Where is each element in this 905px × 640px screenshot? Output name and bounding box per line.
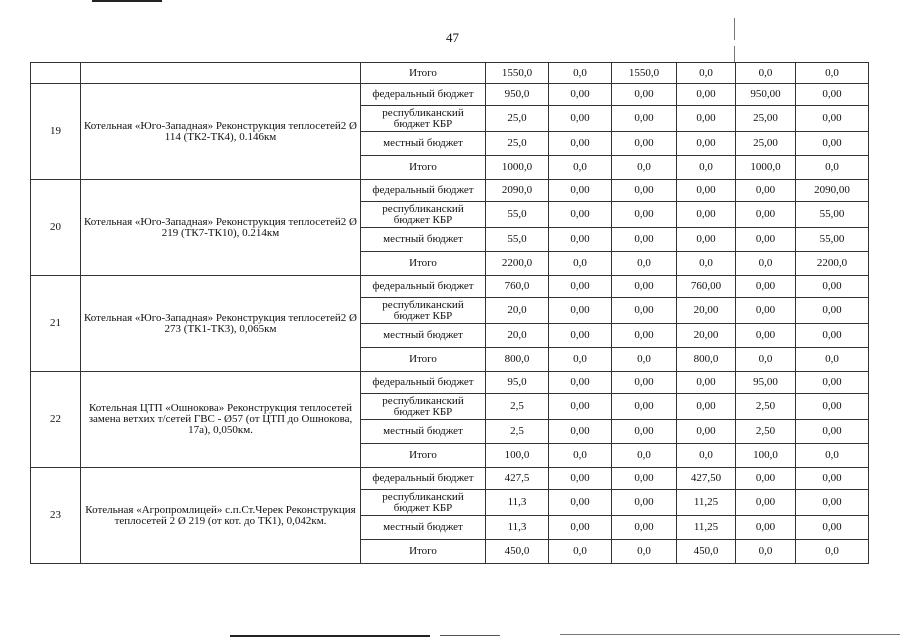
value-cell: 0,00	[796, 490, 869, 516]
value-cell: 0,0	[736, 252, 796, 276]
value-cell: 0,0	[796, 156, 869, 180]
source-cell: федеральный бюджет	[361, 276, 486, 298]
value-cell: 0,00	[612, 276, 677, 298]
value-cell: 0,0	[549, 156, 612, 180]
value-cell: 0,0	[677, 63, 736, 84]
description-cell: Котельная «Агропромлицей» с.п.Ст.Черек Реконструкция теплосетей 2 Ø 219 (от кот. до ТК1), 0,042км.	[81, 468, 361, 564]
value-cell: 0,00	[612, 202, 677, 228]
value-cell: 0,00	[796, 132, 869, 156]
value-cell: 0,0	[736, 348, 796, 372]
description-cell: Котельная «Юго-Западная» Реконструкция теплосетей2 Ø 273 (ТК1-ТК3), 0,065км	[81, 276, 361, 372]
value-cell: 25,00	[736, 106, 796, 132]
row-number-cell: 21	[31, 276, 81, 372]
value-cell: 0,00	[549, 132, 612, 156]
value-cell: 2,5	[486, 394, 549, 420]
value-cell: 1000,0	[736, 156, 796, 180]
value-cell: 0,00	[549, 276, 612, 298]
source-cell: местный бюджет	[361, 228, 486, 252]
table-row	[31, 63, 869, 84]
row-number-cell: 20	[31, 180, 81, 276]
value-cell: 0,00	[796, 372, 869, 394]
value-cell: 11,25	[677, 490, 736, 516]
source-cell: республиканский бюджет КБР	[361, 106, 486, 132]
value-cell: 950,00	[736, 84, 796, 106]
value-cell: 1550,0	[612, 63, 677, 84]
value-cell: 0,00	[612, 490, 677, 516]
value-cell: 95,0	[486, 372, 549, 394]
value-cell: 0,00	[549, 420, 612, 444]
value-cell: 427,50	[677, 468, 736, 490]
value-cell: 0,0	[612, 444, 677, 468]
value-cell: 760,0	[486, 276, 549, 298]
value-cell: 0,00	[549, 516, 612, 540]
value-cell: 100,0	[486, 444, 549, 468]
value-cell: 950,0	[486, 84, 549, 106]
value-cell: 0,00	[736, 180, 796, 202]
source-cell: Итого	[361, 156, 486, 180]
value-cell: 0,00	[796, 394, 869, 420]
value-cell: 0,00	[796, 324, 869, 348]
row-number-cell: 23	[31, 468, 81, 564]
value-cell: 55,00	[796, 202, 869, 228]
value-cell: 0,00	[549, 298, 612, 324]
value-cell: 0,00	[736, 228, 796, 252]
value-cell: 0,00	[677, 84, 736, 106]
value-cell: 0,00	[612, 324, 677, 348]
budget-table	[30, 62, 869, 564]
value-cell: 0,00	[549, 228, 612, 252]
value-cell: 100,0	[736, 444, 796, 468]
value-cell: 0,00	[796, 468, 869, 490]
source-cell: местный бюджет	[361, 420, 486, 444]
value-cell: 25,00	[736, 132, 796, 156]
value-cell: 20,00	[677, 324, 736, 348]
value-cell: 0,00	[549, 372, 612, 394]
source-cell: Итого	[361, 540, 486, 564]
value-cell: 0,00	[612, 420, 677, 444]
value-cell: 20,00	[677, 298, 736, 324]
table-row	[31, 84, 869, 106]
value-cell: 2,5	[486, 420, 549, 444]
source-cell: федеральный бюджет	[361, 84, 486, 106]
value-cell: 1000,0	[486, 156, 549, 180]
source-cell: Итого	[361, 348, 486, 372]
value-cell: 0,0	[796, 540, 869, 564]
value-cell: 0,00	[612, 394, 677, 420]
value-cell: 0,00	[612, 516, 677, 540]
value-cell: 0,00	[677, 420, 736, 444]
source-cell: федеральный бюджет	[361, 468, 486, 490]
value-cell: 0,00	[736, 202, 796, 228]
value-cell: 55,00	[796, 228, 869, 252]
scan-artifact-top	[92, 0, 162, 2]
value-cell: 0,00	[612, 180, 677, 202]
value-cell: 0,0	[677, 156, 736, 180]
value-cell: 0,00	[677, 202, 736, 228]
row-number-cell: 22	[31, 372, 81, 468]
value-cell: 2200,0	[486, 252, 549, 276]
description-cell: Котельная «Юго-Западная» Реконструкция теплосетей2 Ø 114 (ТК2-ТК4), 0.146км	[81, 84, 361, 180]
value-cell: 450,0	[677, 540, 736, 564]
value-cell: 0,00	[549, 394, 612, 420]
source-cell: местный бюджет	[361, 516, 486, 540]
value-cell: 20,0	[486, 298, 549, 324]
value-cell: 0,00	[549, 468, 612, 490]
value-cell: 20,0	[486, 324, 549, 348]
value-cell: 800,0	[486, 348, 549, 372]
value-cell: 0,00	[796, 516, 869, 540]
scan-artifact-bottom	[560, 634, 900, 635]
source-cell: республиканский бюджет КБР	[361, 202, 486, 228]
source-cell: республиканский бюджет КБР	[361, 298, 486, 324]
value-cell: 2,50	[736, 394, 796, 420]
value-cell: 0,0	[677, 252, 736, 276]
value-cell: 0,0	[612, 348, 677, 372]
value-cell: 0,00	[736, 276, 796, 298]
description-cell: Котельная ЦТП «Ошнокова» Реконструкция теплосетей замена ветхих т/сетей ГВС - Ø57 (от ЦТП до Ошнокова, 17а), 0,050км.	[81, 372, 361, 468]
value-cell: 25,0	[486, 106, 549, 132]
value-cell: 800,0	[677, 348, 736, 372]
value-cell: 0,00	[612, 132, 677, 156]
value-cell: 2,50	[736, 420, 796, 444]
value-cell: 0,00	[796, 106, 869, 132]
value-cell: 0,0	[549, 252, 612, 276]
value-cell: 0,00	[549, 490, 612, 516]
value-cell: 55,0	[486, 228, 549, 252]
value-cell: 2200,0	[796, 252, 869, 276]
value-cell: 0,0	[612, 252, 677, 276]
value-cell: 0,00	[612, 468, 677, 490]
value-cell: 0,00	[549, 202, 612, 228]
value-cell: 0,00	[736, 490, 796, 516]
value-cell: 0,00	[677, 180, 736, 202]
page-number: 47	[446, 30, 459, 45]
value-cell: 0,00	[796, 420, 869, 444]
value-cell: 0,00	[612, 106, 677, 132]
source-cell: местный бюджет	[361, 324, 486, 348]
source-cell: федеральный бюджет	[361, 372, 486, 394]
value-cell: 0,00	[677, 132, 736, 156]
value-cell: 0,00	[796, 298, 869, 324]
value-cell: 0,0	[796, 63, 869, 84]
value-cell: 760,00	[677, 276, 736, 298]
value-cell: 0,0	[549, 63, 612, 84]
value-cell: 0,00	[677, 228, 736, 252]
description-cell: Котельная «Юго-Западная» Реконструкция теплосетей2 Ø 219 (ТК7-ТК10), 0.214км	[81, 180, 361, 276]
value-cell: 0,00	[612, 298, 677, 324]
value-cell: 0,0	[796, 444, 869, 468]
value-cell: 1550,0	[486, 63, 549, 84]
value-cell: 2090,00	[796, 180, 869, 202]
value-cell: 0,00	[736, 468, 796, 490]
value-cell: 0,0	[677, 444, 736, 468]
value-cell: 0,00	[612, 228, 677, 252]
value-cell: 0,00	[677, 372, 736, 394]
scan-artifact-tick	[734, 46, 735, 62]
value-cell: 0,00	[796, 276, 869, 298]
source-cell: республиканский бюджет КБР	[361, 394, 486, 420]
scan-artifact-bottom	[230, 635, 430, 637]
value-cell: 0,0	[612, 156, 677, 180]
source-cell: Итого	[361, 63, 486, 84]
table-row	[31, 180, 869, 202]
source-cell: Итого	[361, 252, 486, 276]
value-cell: 11,3	[486, 516, 549, 540]
value-cell: 427,5	[486, 468, 549, 490]
row-number-cell: 19	[31, 84, 81, 180]
value-cell: 0,00	[736, 516, 796, 540]
table-row	[31, 276, 869, 298]
table-row	[31, 468, 869, 490]
value-cell: 2090,0	[486, 180, 549, 202]
value-cell: 11,3	[486, 490, 549, 516]
number-cell	[31, 63, 81, 84]
value-cell: 0,00	[612, 84, 677, 106]
value-cell: 0,00	[677, 106, 736, 132]
scan-artifact-bottom	[440, 635, 500, 636]
value-cell: 0,00	[736, 324, 796, 348]
value-cell: 0,0	[736, 540, 796, 564]
source-cell: республиканский бюджет КБР	[361, 490, 486, 516]
value-cell: 0,00	[677, 394, 736, 420]
value-cell: 0,0	[549, 444, 612, 468]
value-cell: 25,0	[486, 132, 549, 156]
value-cell: 0,00	[549, 106, 612, 132]
value-cell: 0,0	[549, 540, 612, 564]
table-row	[31, 372, 869, 394]
description-cell	[81, 63, 361, 84]
value-cell: 0,00	[549, 324, 612, 348]
source-cell: местный бюджет	[361, 132, 486, 156]
source-cell: Итого	[361, 444, 486, 468]
value-cell: 0,0	[796, 348, 869, 372]
value-cell: 0,00	[549, 180, 612, 202]
value-cell: 0,0	[549, 348, 612, 372]
source-cell: федеральный бюджет	[361, 180, 486, 202]
value-cell: 0,00	[612, 372, 677, 394]
value-cell: 0,0	[736, 63, 796, 84]
value-cell: 450,0	[486, 540, 549, 564]
value-cell: 0,00	[549, 84, 612, 106]
value-cell: 95,00	[736, 372, 796, 394]
value-cell: 0,0	[612, 540, 677, 564]
value-cell: 0,00	[736, 298, 796, 324]
value-cell: 55,0	[486, 202, 549, 228]
value-cell: 11,25	[677, 516, 736, 540]
value-cell: 0,00	[796, 84, 869, 106]
